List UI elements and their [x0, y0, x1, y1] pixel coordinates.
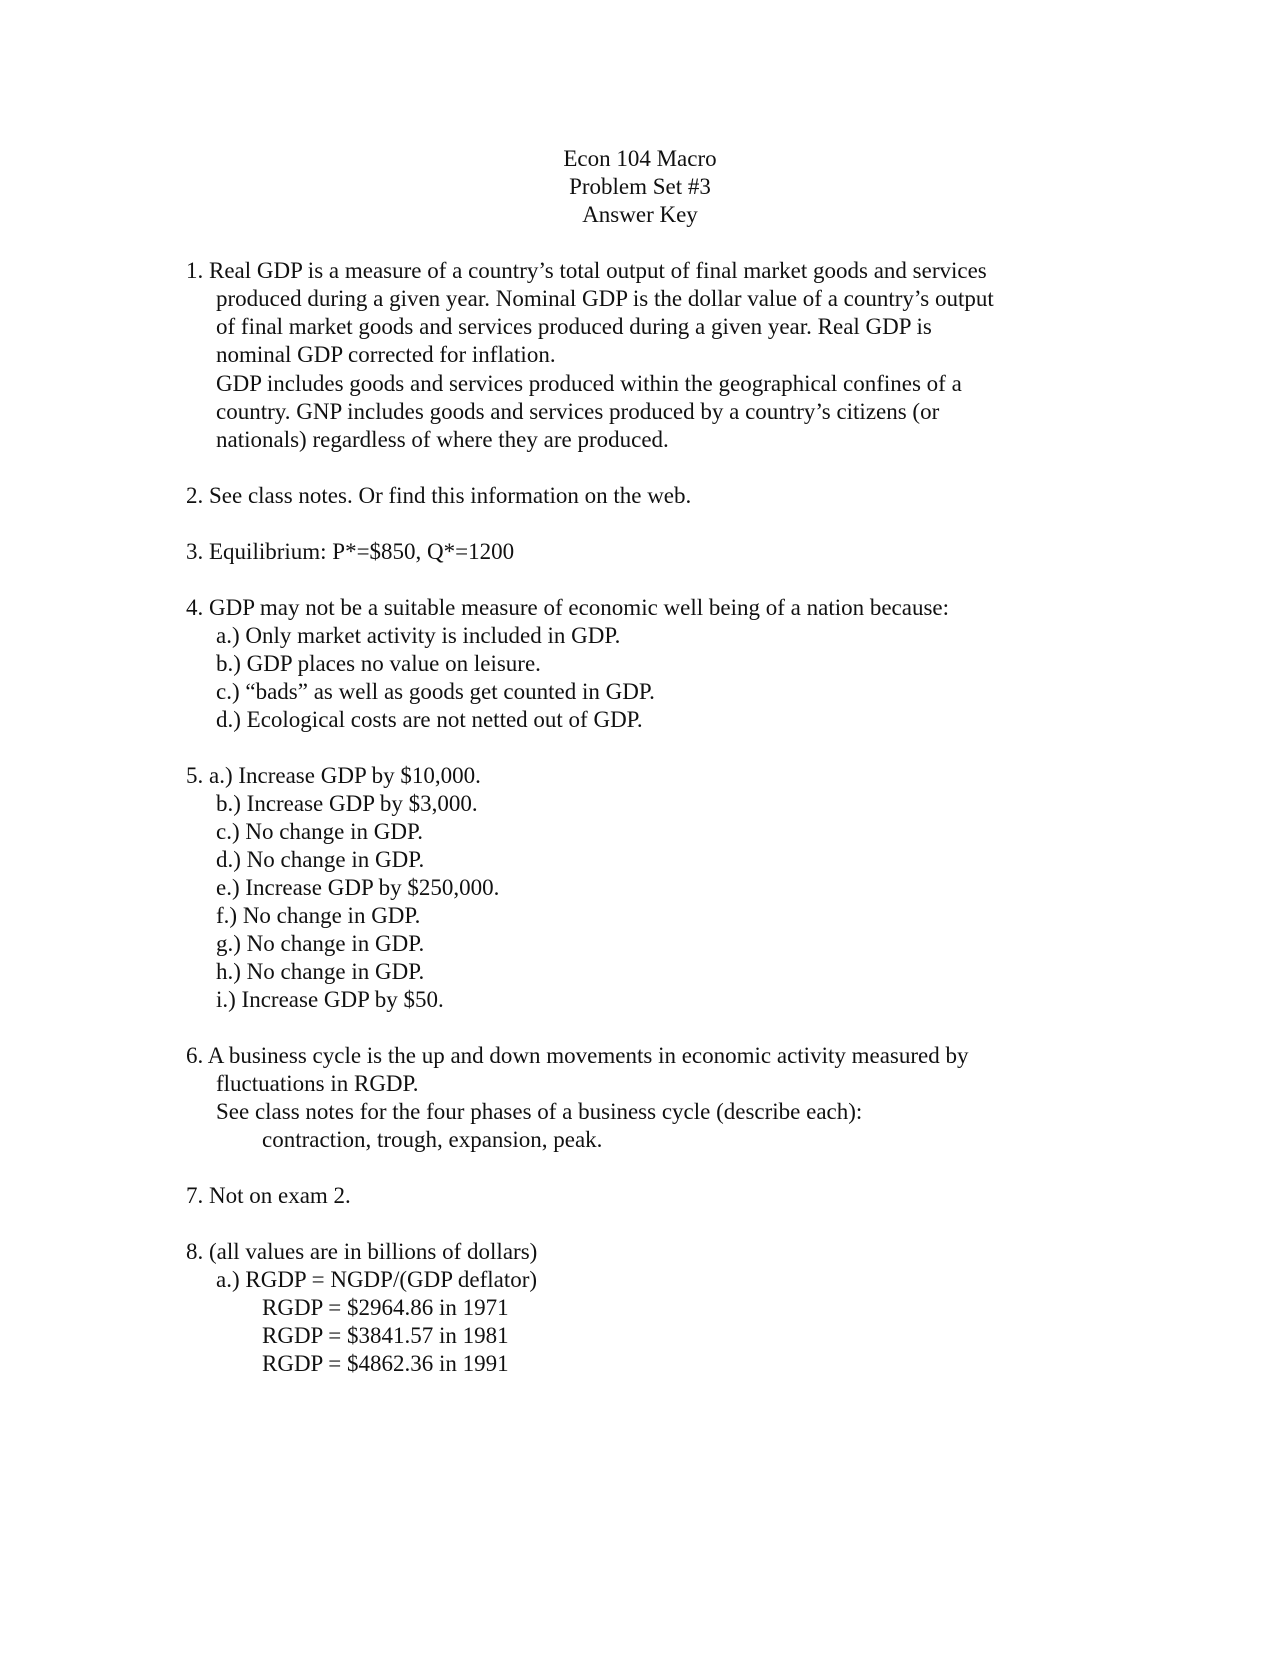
- q5-item-h: h.) No change in GDP.: [216, 959, 425, 984]
- q8-line-1: 8. (all values are in billions of dollars): [186, 1239, 538, 1264]
- problem-set-title: Problem Set #3: [569, 174, 711, 199]
- q1-line-2: produced during a given year. Nominal GDP is the dollar value of a country’s output: [216, 286, 994, 311]
- q6-line-3: See class notes for the four phases of a business cycle (describe each):: [216, 1099, 863, 1124]
- q1-line-4: nominal GDP corrected for inflation.: [216, 342, 556, 367]
- q4-item-a: a.) Only market activity is included in GDP.: [216, 623, 621, 648]
- q5-item-f: f.) No change in GDP.: [216, 903, 421, 928]
- q8-rgdp-1981: RGDP = $3841.57 in 1981: [262, 1323, 509, 1348]
- q4-item-d: d.) Ecological costs are not netted out of GDP.: [216, 707, 643, 732]
- q8-rgdp-1971: RGDP = $2964.86 in 1971: [262, 1295, 509, 1320]
- q1-line-7: nationals) regardless of where they are produced.: [216, 427, 669, 452]
- q5-item-g: g.) No change in GDP.: [216, 931, 425, 956]
- q1-line-3: of final market goods and services produced during a given year. Real GDP is: [216, 314, 932, 339]
- q4-item-c: c.) “bads” as well as goods get counted in GDP.: [216, 679, 655, 704]
- q7-answer: 7. Not on exam 2.: [186, 1183, 351, 1208]
- q6-line-2: fluctuations in RGDP.: [216, 1071, 419, 1096]
- q8-rgdp-1991: RGDP = $4862.36 in 1991: [262, 1351, 509, 1376]
- q5-item-a: 5. a.) Increase GDP by $10,000.: [186, 763, 481, 788]
- q5-item-b: b.) Increase GDP by $3,000.: [216, 791, 478, 816]
- q5-item-c: c.) No change in GDP.: [216, 819, 423, 844]
- q6-phases: contraction, trough, expansion, peak.: [262, 1127, 603, 1152]
- q6-line-1: 6. A business cycle is the up and down movements in economic activity measured by: [186, 1043, 969, 1068]
- q4-item-b: b.) GDP places no value on leisure.: [216, 651, 541, 676]
- q1-line-5: GDP includes goods and services produced within the geographical confines of a: [216, 371, 962, 396]
- q4-line-1: 4. GDP may not be a suitable measure of economic well being of a nation because:: [186, 595, 950, 620]
- q3-answer: 3. Equilibrium: P*=$850, Q*=1200: [186, 539, 515, 564]
- q1-line-6: country. GNP includes goods and services produced by a country’s citizens (or: [216, 399, 940, 424]
- q5-item-e: e.) Increase GDP by $250,000.: [216, 875, 500, 900]
- q5-item-i: i.) Increase GDP by $50.: [216, 987, 444, 1012]
- course-title: Econ 104 Macro: [563, 146, 717, 171]
- q2-answer: 2. See class notes. Or find this information on the web.: [186, 483, 692, 508]
- q5-item-d: d.) No change in GDP.: [216, 847, 425, 872]
- q8-formula: a.) RGDP = NGDP/(GDP deflator): [216, 1267, 538, 1292]
- q1-line-1: 1. Real GDP is a measure of a country’s total output of final market goods and services: [186, 258, 987, 283]
- answer-key-subtitle: Answer Key: [582, 202, 698, 227]
